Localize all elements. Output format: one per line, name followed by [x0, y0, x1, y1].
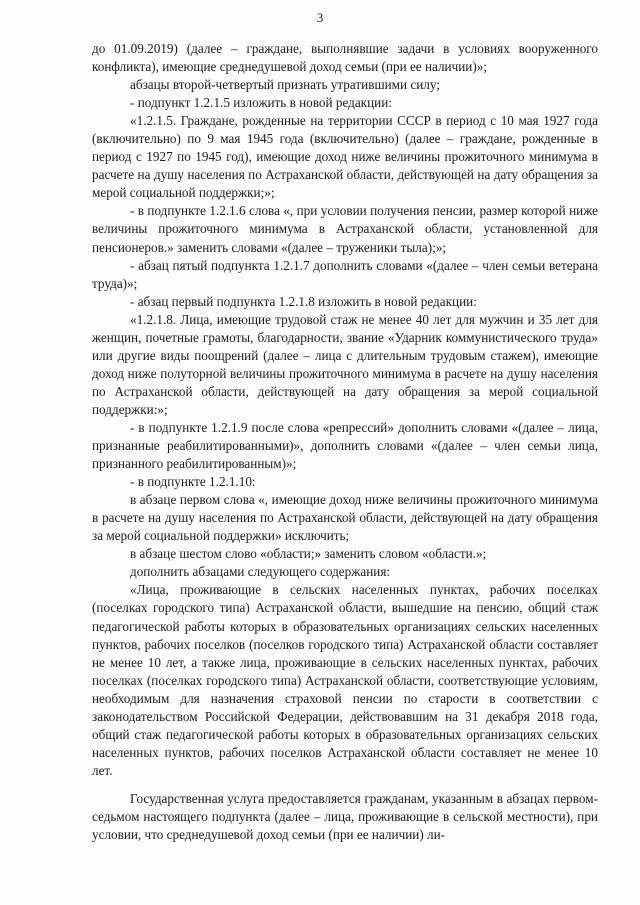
paragraph: в абзаце первом слова «, имеющие доход ниже величины прожиточного минимума в расчете на душу населения по Астраханской области, действующей на дату обращения за мерой социальной поддержки» исключить; — [92, 492, 598, 544]
paragraph: - в подпункте 1.2.1.6 слова «, при условии получения пенсии, размер которой ниже величины прожиточного минимума в Астраханской области, установленной для пенсионеров.» заменить словами «(далее – труженики тыла);»; — [92, 203, 598, 255]
page-number: 3 — [316, 10, 324, 25]
paragraph: «1.2.1.8. Лица, имеющие трудовой стаж не менее 40 лет для мужчин и 35 лет для женщин, почетные грамоты, благодарности, звание «Ударник коммунистического труда» или другие виды поощрений (далее – лица с длительным трудовым стажем), имеющие доход ниже полуторной величины прожиточного минимума в расчете на душу населения по Астраханской области, действующей на дату обращения за мерой социальной поддержки:»; — [92, 311, 598, 417]
paragraph: - абзац пятый подпункта 1.2.1.7 дополнить словами «(далее – член семьи ветерана труда)»; — [92, 257, 598, 291]
paragraph: Государственная услуга предоставляется гражданам, указанным в абзацах первом-седьмом настоящего подпункта (далее – лица, проживающие в сельской местности), при условии, что среднедушевой доход семьи (при ее наличии) ли- — [92, 790, 598, 843]
paragraph: «Лица, проживающие в сельских населенных пунктах, рабочих поселках (поселках городского типа) Астраханской области, вышедшие на пенсию, общий стаж педагогической работы которых в образовательных организациях сельских населенных пунктов, рабочих поселков (поселков городского типа) Астраханской области составляет не менее 10 лет, а также лица, проживающие в сельских населенных пунктах, рабочих поселках (поселках городского типа) Астраханской области, соответствующие условиям, необходимым для назначения страховой пенсии по старости в соответствии с законодательством Российской Федерации, действовавшим на 31 декабря 2018 года, общий стаж педагогической работы которых в образовательных организациях сельских населенных пунктов, рабочих поселков Астраханской области составляет не менее 10 лет. — [92, 582, 598, 778]
paragraph: - в подпункте 1.2.1.9 после слова «репрессий» дополнить словами «(далее – лица, признанные реабилитированными)», дополнить словами «(далее – член семьи лица, признанного реабилитированным)»; — [92, 419, 598, 472]
paragraph: до 01.09.2019) (далее – граждане, выполнявшие задачи в условиях вооруженного конфликта), имеющие среднедушевой доход семьи (при ее наличии)»; — [92, 41, 598, 75]
paragraph: дополнить абзацами следующего содержания: — [130, 564, 391, 580]
paragraph: в абзаце шестом слово «области;» заменить словом «области.»; — [130, 546, 487, 562]
paragraph: - в подпункте 1.2.1.10: — [130, 474, 256, 490]
paragraph: абзацы второй-четвертый признать утратившими силу; — [130, 77, 440, 93]
paragraph: - подпункт 1.2.1.5 изложить в новой редакции: — [130, 95, 392, 111]
paragraph: «1.2.1.5. Граждане, рожденные на территории СССР в период с 10 мая 1927 года (включительно) по 9 мая 1945 года (включительно) (далее – граждане, рожденные в период с 1927 по 1945 год), имеющие доход ниже величины прожиточного минимума в расчете на душу населения по Астраханской области, действующей на дату обращения за мерой социальной поддержки;»; — [92, 113, 598, 201]
paragraph: - абзац первый подпункта 1.2.1.8 изложить в новой редакции: — [130, 293, 477, 309]
document-body — [92, 40, 598, 844]
